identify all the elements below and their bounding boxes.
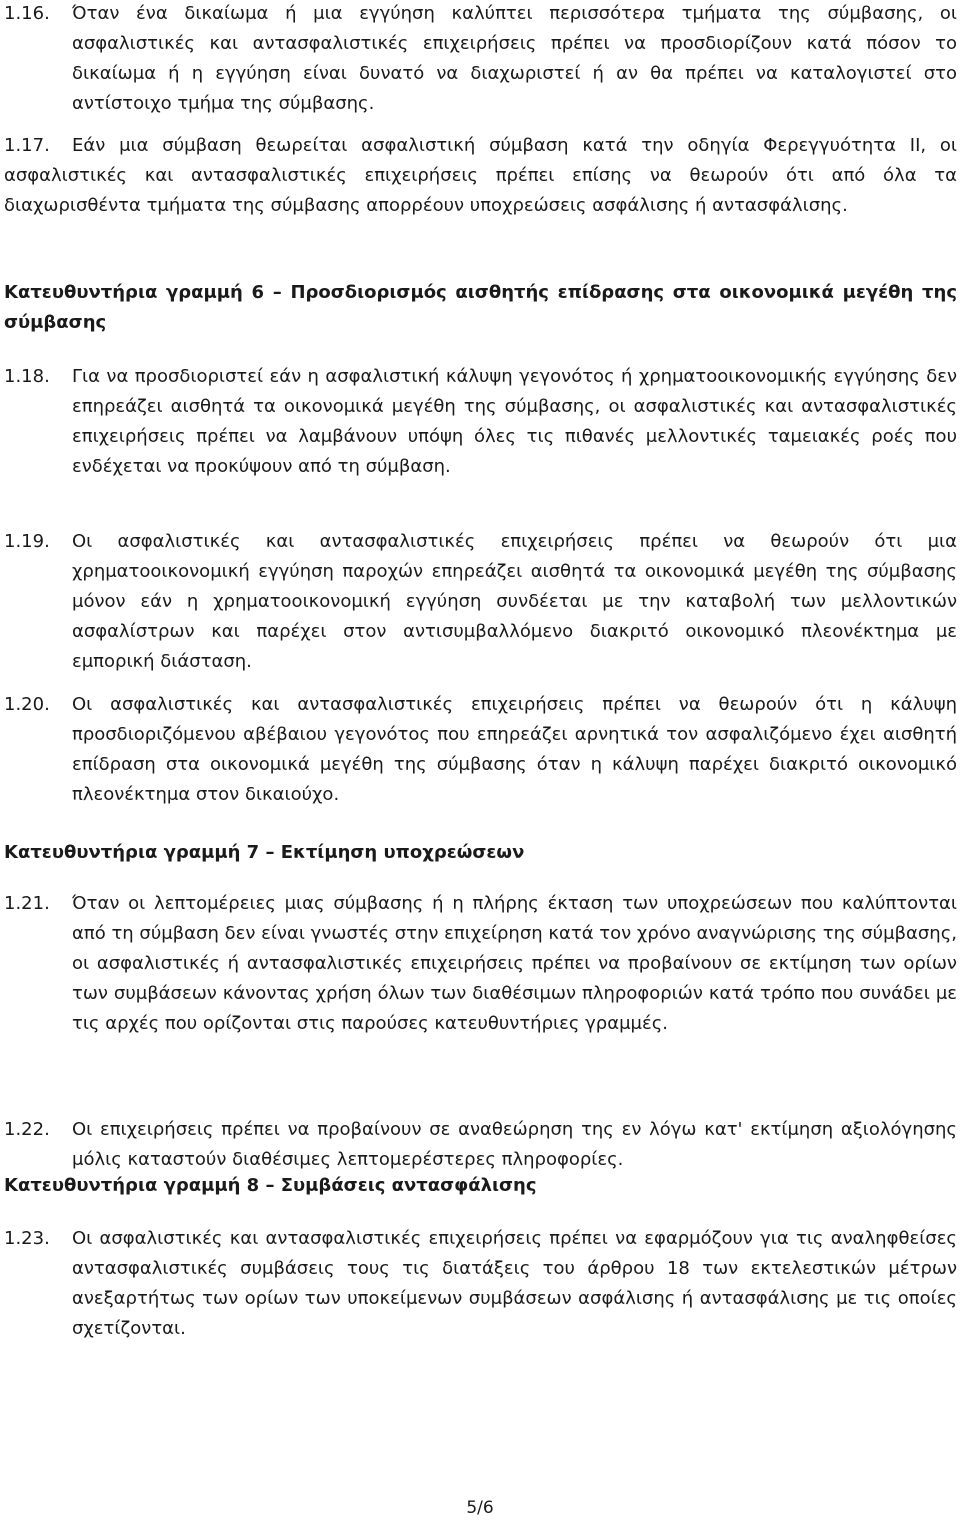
paragraph-1-19 bbox=[4, 527, 957, 677]
paragraph-number: 1.23. bbox=[4, 1228, 50, 1249]
paragraph-number: 1.19. bbox=[4, 531, 50, 552]
guideline-8-heading: Κατευθυντήρια γραμμή 8 – Συμβάσεις αντασφάλισης bbox=[4, 1175, 537, 1196]
paragraph-number: 1.20. bbox=[4, 694, 50, 715]
paragraph-1-20 bbox=[4, 690, 957, 810]
paragraph-text: Όταν οι λεπτομέρειες μιας σύμβασης ή η πλήρης έκταση των υποχρεώσεων που καλύπτονται από τη σύμβαση δεν είναι γνωστές στην επιχείρηση κατά τον χρόνο αναγνώρισης της σύμβασης, οι ασφαλιστικές ή αντασφαλιστικές επιχειρήσεις πρέπει να προβαίνουν σε εκτίμηση των ορίων των συμβάσεων κάνοντας χρήση όλων των διαθέσιμων πληροφοριών κατά τρόπο που συνάδει με τις αρχές που ορίζονται στις παρούσες κατευθυντήριες γραμμές. bbox=[72, 893, 957, 1034]
paragraph-1-22 bbox=[4, 1115, 957, 1175]
paragraph-text: Οι ασφαλιστικές και αντασφαλιστικές επιχειρήσεις πρέπει να θεωρούν ότι η κάλυψη προσδιοριζόμενου αβέβαιου γεγονότος που επηρεάζει αρνητικά τον ασφαλιζόμενο έχει αισθητή επίδραση στα οικονομικά μεγέθη της σύμβασης όταν η κάλυψη παρέχει διακριτό οικονομικό πλεονέκτημα στον δικαιούχο. bbox=[72, 694, 957, 805]
paragraph-number: 1.17. bbox=[4, 135, 50, 156]
page-number: 5/6 bbox=[466, 1498, 494, 1518]
paragraph-1-21 bbox=[4, 889, 957, 1039]
paragraph-1-16 bbox=[4, 0, 957, 119]
paragraph-text: Οι επιχειρήσεις πρέπει να προβαίνουν σε αναθεώρηση της εν λόγω κατ' εκτίμηση αξιολόγησης μόλις καταστούν διαθέσιμες λεπτομερέστερες πληροφορίες. bbox=[72, 1119, 957, 1170]
paragraph-number: 1.18. bbox=[4, 366, 50, 387]
paragraph-text: Εάν μια σύμβαση θεωρείται ασφαλιστική σύμβαση κατά την οδηγία Φερεγγυότητα ΙΙ, οι ασφαλιστικές και αντασφαλιστικές επιχειρήσεις πρέπει επίσης να θεωρούν ότι από όλα τα διαχωρισθέντα τμήματα της σύμβασης απορρέουν υποχρεώσεις ασφάλισης ή αντασφάλισης. bbox=[4, 135, 957, 216]
paragraph-1-23 bbox=[4, 1224, 957, 1344]
paragraph-1-17 bbox=[4, 131, 957, 221]
paragraph-text: Οι ασφαλιστικές και αντασφαλιστικές επιχειρήσεις πρέπει να εφαρμόζουν για τις αναληφθείσες αντασφαλιστικές συμβάσεις τους τις διατάξεις του άρθρου 18 των εκτελεστικών μέτρων ανεξαρτήτως των ορίων των υποκείμενων συμβάσεων ασφάλισης ή αντασφάλισης με τις οποίες σχετίζονται. bbox=[72, 1228, 957, 1339]
paragraph-number: 1.21. bbox=[4, 893, 50, 914]
paragraph-1-18 bbox=[4, 362, 957, 482]
paragraph-number: 1.16. bbox=[4, 3, 50, 24]
guideline-7-heading: Κατευθυντήρια γραμμή 7 – Εκτίμηση υποχρεώσεων bbox=[4, 842, 525, 863]
guideline-6-heading: Κατευθυντήρια γραμμή 6 – Προσδιορισμός αισθητής επίδρασης στα οικονομικά μεγέθη της σύμβασης bbox=[4, 282, 957, 333]
paragraph-text: Όταν ένα δικαίωμα ή μια εγγύηση καλύπτει περισσότερα τμήματα της σύμβασης, οι ασφαλιστικές και αντασφαλιστικές επιχειρήσεις πρέπει να προσδιορίζουν κατά πόσον το δικαίωμα ή η εγγύηση είναι δυνατό να διαχωριστεί ή αν θα πρέπει να καταλογιστεί στο αντίστοιχο τμήμα της σύμβασης. bbox=[72, 3, 957, 114]
paragraph-text: Για να προσδιοριστεί εάν η ασφαλιστική κάλυψη γεγονότος ή χρηματοοικονομικής εγγύησης δεν επηρεάζει αισθητά τα οικονομικά μεγέθη της σύμβασης, οι ασφαλιστικές και αντασφαλιστικές επιχειρήσεις πρέπει να λαμβάνουν υπόψη όλες τις πιθανές μελλοντικές ταμειακές ροές που ενδέχεται να προκύψουν από τη σύμβαση. bbox=[72, 366, 957, 477]
paragraph-text: Οι ασφαλιστικές και αντασφαλιστικές επιχειρήσεις πρέπει να θεωρούν ότι μια χρηματοοικονομική εγγύηση παροχών επηρεάζει αισθητά τα οικονομικά μεγέθη της σύμβασης μόνον εάν η χρηματοοικονομική εγγύηση συνδέεται με την καταβολή των μελλοντικών ασφαλίστρων και παρέχει στον αντισυμβαλλόμενο διακριτό οικονομικό πλεονέκτημα με εμπορική διάσταση. bbox=[72, 531, 957, 672]
paragraph-number: 1.22. bbox=[4, 1119, 50, 1140]
